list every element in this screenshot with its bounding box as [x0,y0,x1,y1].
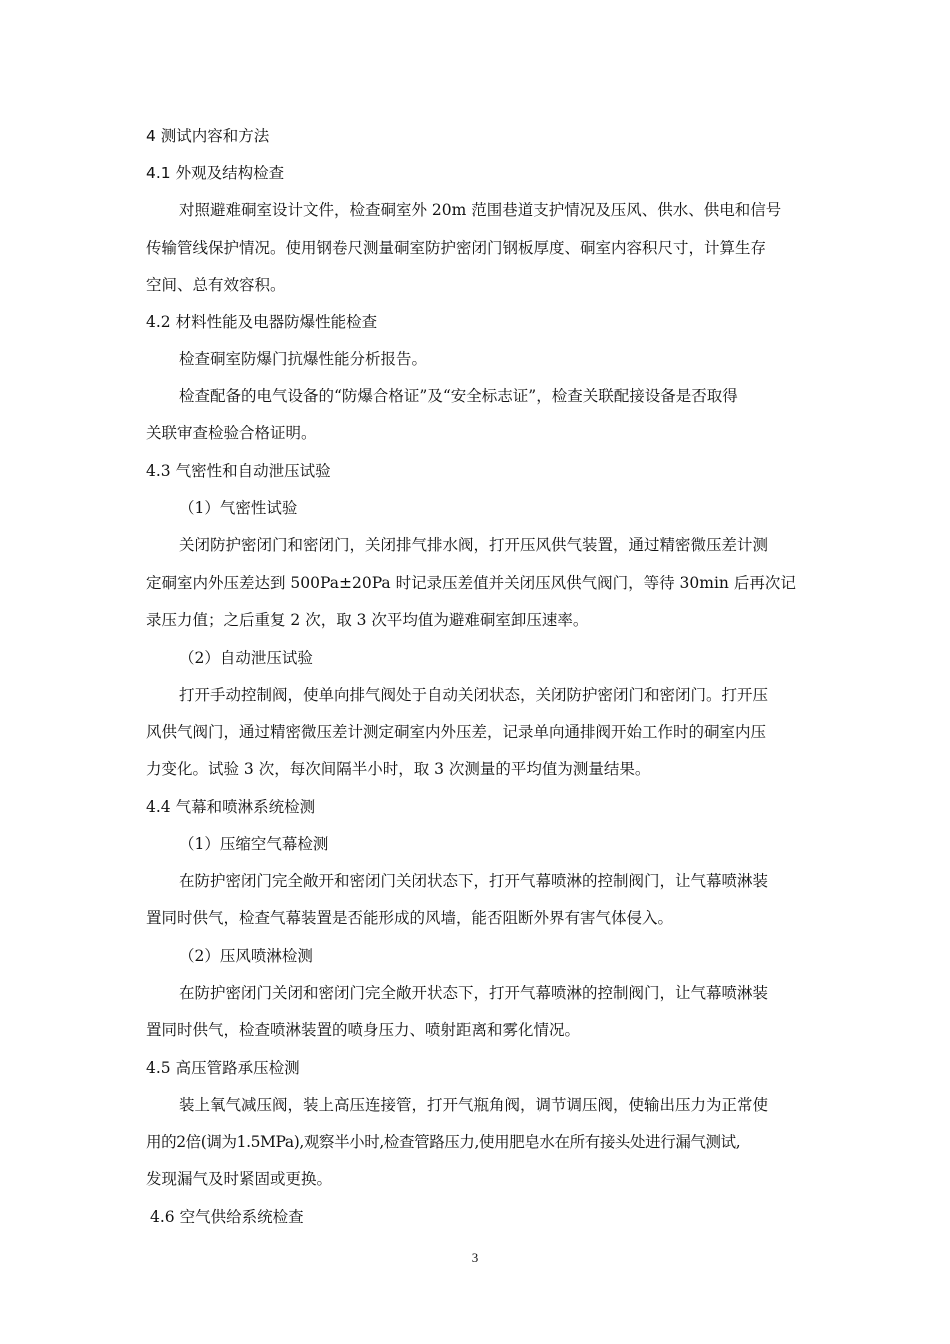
paragraph-line: 发现漏气及时紧固或更换。 [146,1170,333,1188]
paragraph-line: 空间、总有效容积。 [146,276,286,294]
paragraph-line: 定硐室内外压差达到 500Pa±20Pa 时记录压差值并关闭压风供气阀门，等待 30min 后再次记 [146,574,796,592]
page-number: 3 [471,1250,479,1265]
section-heading-4-1: 4.1 外观及结构检查 [146,164,285,182]
paragraph-line: 关联审查检验合格证明。 [146,424,317,442]
section-heading-4-2: 4.2 材料性能及电器防爆性能检查 [146,313,378,331]
paragraph-line: 力变化。试验 3 次，每次间隔半小时，取 3 次测量的平均值为测量结果。 [146,760,651,778]
paragraph-line: 打开手动控制阀，使单向排气阀处于自动关闭状态，关闭防护密闭门和密闭门。打开压 [179,686,769,704]
subsection-heading: （1）压缩空气幕检测 [179,835,329,853]
section-heading-4-6: 4.6 空气供给系统检查 [150,1208,304,1226]
section-heading-4-5: 4.5 高压管路承压检测 [146,1059,300,1077]
subsection-heading: （2）压风喷淋检测 [179,947,313,965]
paragraph-line: 置同时供气，检查气幕装置是否能形成的风墙，能否阻断外界有害气体侵入。 [146,909,674,927]
paragraph-line: 在防护密闭门完全敞开和密闭门关闭状态下，打开气幕喷淋的控制阀门，让气幕喷淋装 [179,872,769,890]
paragraph-line: 关闭防护密闭门和密闭门，关闭排气排水阀，打开压风供气装置，通过精密微压差计测 [179,536,769,554]
paragraph-line: 传输管线保护情况。使用钢卷尺测量硐室防护密闭门钢板厚度、硐室内容积尺寸，计算生存 [146,239,767,257]
subsection-heading: （2）自动泄压试验 [179,649,313,667]
paragraph-line: 检查硐室防爆门抗爆性能分析报告。 [179,350,428,368]
paragraph-line: 对照避难硐室设计文件，检查硐室外 20m 范围巷道支护情况及压风、供水、供电和信号 [179,201,782,219]
paragraph-line: 在防护密闭门关闭和密闭门完全敞开状态下，打开气幕喷淋的控制阀门，让气幕喷淋装 [179,984,769,1002]
paragraph-line: 装上氧气减压阀，装上高压连接管，打开气瓶角阀，调节调压阀，使输出压力为正常使 [179,1096,769,1114]
section-heading-4: 4 测试内容和方法 [146,127,270,145]
paragraph-line: 风供气阀门，通过精密微压差计测定硐室内外压差，记录单向通排阀开始工作时的硐室内压 [146,723,767,741]
subsection-heading: （1）气密性试验 [179,499,298,517]
paragraph-line: 置同时供气，检查喷淋装置的喷身压力、喷射距离和雾化情况。 [146,1021,581,1039]
paragraph-line: 用的2倍(调为1.5MPa),观察半小时,检查管路压力,使用肥皂水在所有接头处进行漏气测试, [146,1133,741,1151]
section-heading-4-4: 4.4 气幕和喷淋系统检测 [146,798,316,816]
paragraph-line: 检查配备的电气设备的“防爆合格证”及“安全标志证”，检查关联配接设备是否取得 [179,387,738,405]
section-heading-4-3: 4.3 气密性和自动泄压试验 [146,462,331,480]
paragraph-line: 录压力值；之后重复 2 次，取 3 次平均值为避难硐室卸压速率。 [146,611,589,629]
